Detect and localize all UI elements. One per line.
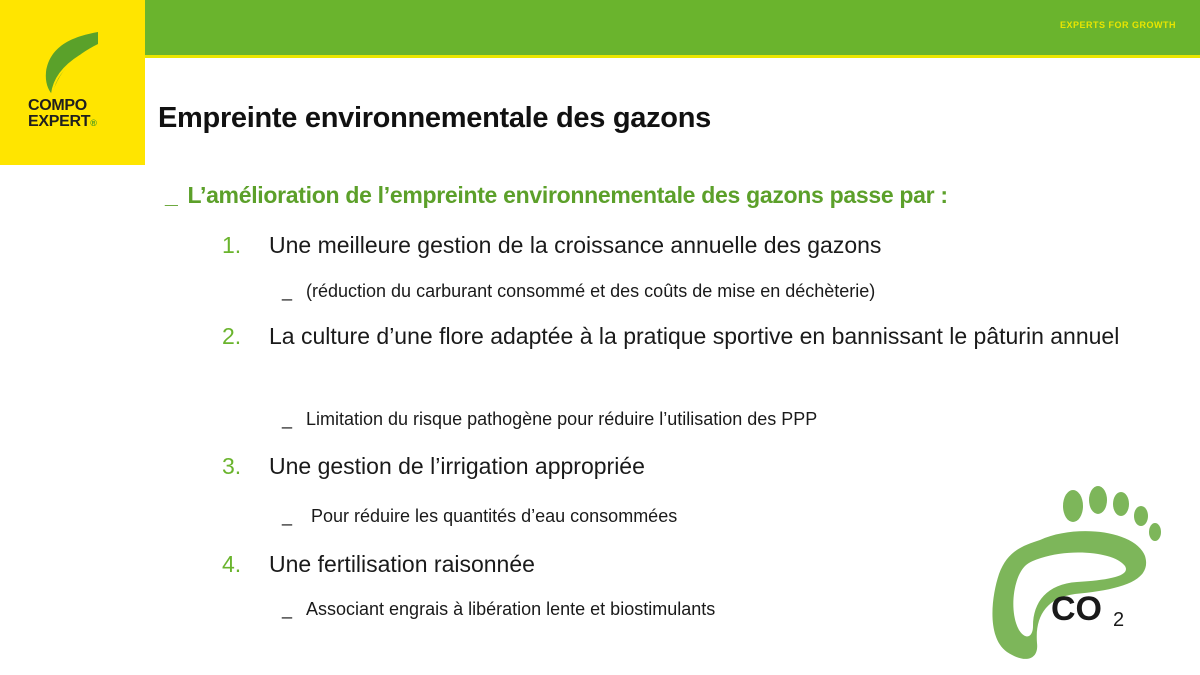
list-number: 2. (222, 323, 242, 349)
slide-title: Empreinte environnementale des gazons (158, 102, 711, 134)
logo-word-compo: COMPO (28, 97, 87, 114)
logo-registered-mark: ® (90, 118, 97, 128)
list-text: Une fertilisation raisonnée (269, 551, 535, 577)
leaf-icon (40, 30, 102, 96)
sub-bullet-marker: _ (282, 506, 293, 526)
lead-bullet-line (165, 182, 948, 209)
list-text: Une meilleure gestion de la croissance annuelle des gazons (269, 232, 882, 258)
lead-text: L’amélioration de l’empreinte environnementale des gazons passe par : (187, 182, 948, 208)
sub-item-2 (282, 409, 817, 430)
co2-subscript: 2 (1113, 609, 1125, 631)
sub-text: (réduction du carburant consommé et des coûts de mise en déchèterie) (306, 281, 876, 301)
sub-text: Associant engrais à libération lente et biostimulants (306, 599, 716, 619)
sub-bullet-marker: _ (282, 409, 293, 429)
list-number: 1. (222, 232, 242, 258)
sub-bullet-marker: _ (282, 281, 293, 301)
list-item-1 (222, 226, 1162, 264)
logo-word-expert: EXPERT® (28, 113, 97, 130)
compo-expert-logo (0, 0, 145, 165)
list-text: La culture d’une flore adaptée à la pratique sportive en bannissant le pâturin annuel (269, 323, 1120, 349)
sub-item-4 (282, 599, 715, 620)
list-item-2 (222, 317, 1162, 355)
lead-bullet-marker: _ (165, 182, 178, 208)
sub-item-1 (282, 281, 875, 302)
sub-text: Pour réduire les quantités d’eau consommées (306, 506, 678, 526)
header-accent-line (145, 55, 1200, 58)
co2-label: CO (1051, 590, 1102, 628)
list-number: 4. (222, 551, 242, 577)
sub-text: Limitation du risque pathogène pour réduire l’utilisation des PPP (306, 409, 818, 429)
sub-bullet-marker: _ (282, 599, 293, 619)
sub-item-3 (282, 506, 677, 527)
co2-footprint-icon (985, 478, 1165, 663)
list-text: Une gestion de l’irrigation appropriée (269, 453, 645, 479)
header-bar (145, 0, 1200, 55)
logo-wordmark (28, 98, 138, 131)
tagline: EXPERTS FOR GROWTH (1059, 20, 1176, 30)
list-number: 3. (222, 453, 242, 479)
